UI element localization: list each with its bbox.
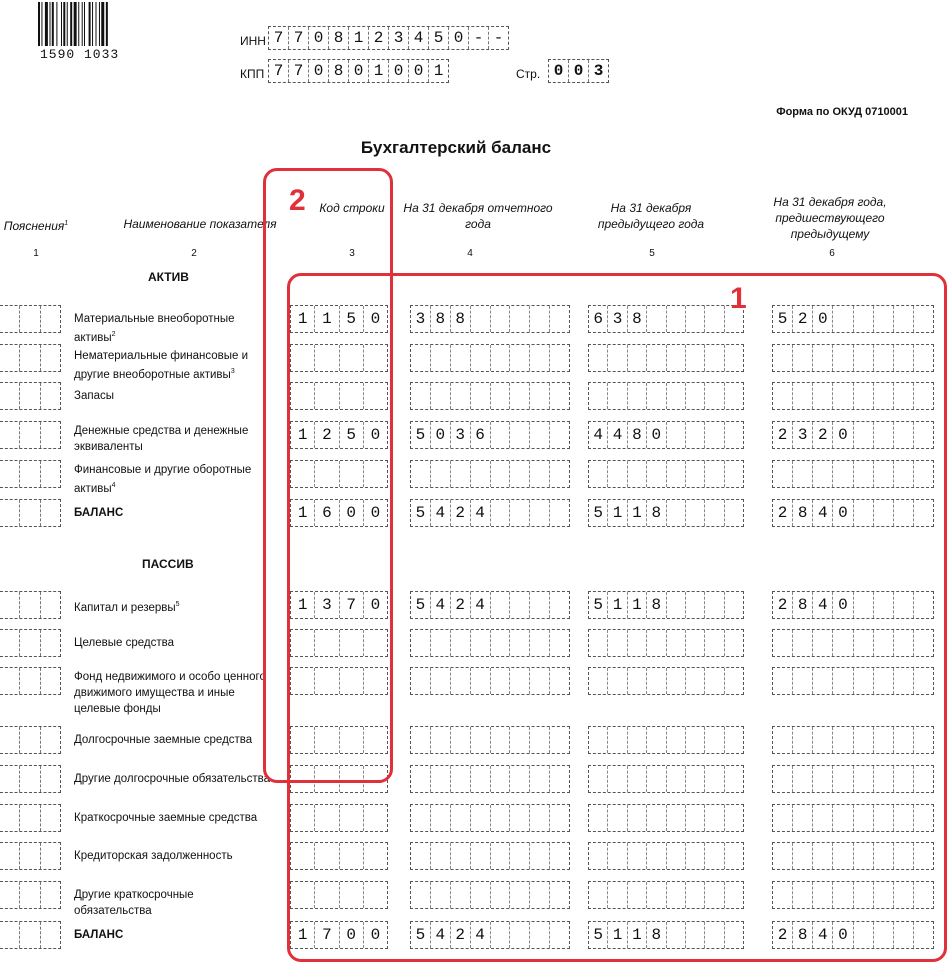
row-label — [74, 810, 274, 826]
notes-cell — [0, 727, 20, 753]
page-digit: 0 — [569, 60, 589, 82]
inn-digit: 0 — [449, 27, 469, 49]
barcode-bar — [84, 2, 85, 46]
digit-cell: 1 — [628, 922, 647, 948]
digit-cell: 6 — [589, 306, 608, 332]
col-num-5: 5 — [649, 248, 655, 259]
barcode-bar — [92, 2, 93, 46]
annotation-rect-2 — [263, 168, 393, 783]
barcode-bar — [52, 2, 54, 46]
notes-cell — [20, 592, 40, 618]
digit-cell: 4 — [431, 500, 451, 526]
digit-cell: 2 — [773, 422, 793, 448]
digit-cell: 1 — [291, 422, 315, 448]
digit-cell: 8 — [647, 500, 666, 526]
barcode-bar — [106, 2, 108, 46]
digit-cell: 1 — [608, 592, 627, 618]
form-okud-code: Форма по ОКУД 0710001 — [776, 106, 908, 118]
barcode-bar — [63, 2, 65, 46]
digit-cell: 0 — [833, 422, 853, 448]
digit-cell: 8 — [793, 500, 813, 526]
kpp-digit: 8 — [329, 60, 349, 82]
row-label-text: Капитал и резервы — [74, 601, 176, 614]
digit-cell: 2 — [773, 500, 793, 526]
digit-cell: 4 — [813, 500, 833, 526]
notes-cell — [41, 727, 60, 753]
barcode-bar — [82, 2, 83, 46]
barcode-bar — [56, 2, 57, 46]
row-label-text: Другие долгосрочные обязательства — [74, 773, 271, 785]
notes-cell — [41, 422, 60, 448]
digit-cell: 2 — [451, 592, 471, 618]
row-label — [74, 597, 274, 616]
digit-cell: 2 — [315, 422, 339, 448]
notes-field[interactable] — [0, 804, 61, 832]
barcode-bar — [38, 2, 40, 46]
page-number-field[interactable] — [548, 59, 609, 83]
notes-cell — [0, 422, 20, 448]
inn-digit: 8 — [329, 27, 349, 49]
digit-cell: 0 — [431, 422, 451, 448]
row-label-footnote: 3 — [230, 368, 235, 375]
notes-cell — [20, 630, 40, 656]
row-label-text: Запасы — [74, 390, 114, 402]
col-header-previous-year: На 31 декабря предыдущего года — [597, 201, 705, 231]
notes-field[interactable] — [0, 460, 61, 488]
row-label-text: Целевые средства — [74, 637, 174, 649]
digit-cell: 8 — [451, 306, 471, 332]
notes-field[interactable] — [0, 881, 61, 909]
inn-digit: - — [493, 29, 504, 47]
digit-cell: 5 — [411, 500, 431, 526]
digit-cell: 8 — [647, 592, 666, 618]
row-label-text: БАЛАНС — [74, 507, 124, 519]
inn-digit: - — [469, 27, 489, 49]
col-num-3: 3 — [349, 248, 355, 259]
digit-cell: 8 — [628, 306, 647, 332]
notes-cell — [0, 306, 20, 332]
notes-cell — [20, 461, 40, 487]
digit-cell: 2 — [773, 922, 793, 948]
notes-field[interactable] — [0, 499, 61, 527]
inn-digit: 5 — [429, 27, 449, 49]
annotation-number-1: 1 — [730, 282, 747, 315]
row-label — [74, 887, 274, 919]
digit-cell: 4 — [813, 592, 833, 618]
notes-cell — [0, 461, 20, 487]
row-label — [74, 423, 274, 455]
digit-cell: 3 — [411, 306, 431, 332]
row-label-text: Краткосрочные заемные средства — [74, 812, 258, 824]
digit-cell: 8 — [793, 592, 813, 618]
digit-cell: 4 — [431, 592, 451, 618]
notes-cell — [41, 882, 60, 908]
digit-cell: 0 — [370, 596, 381, 614]
digit-cell: 5 — [589, 592, 608, 618]
digit-cell: 0 — [833, 500, 853, 526]
kpp-digit: 0 — [389, 60, 409, 82]
digit-cell: 2 — [451, 922, 471, 948]
digit-cell: 1 — [291, 500, 315, 526]
row-label — [74, 635, 274, 651]
digit-cell: 3 — [451, 422, 471, 448]
row-label — [74, 311, 274, 346]
barcode-image — [38, 2, 150, 46]
digit-cell: 1 — [291, 922, 315, 948]
notes-cell — [41, 592, 60, 618]
digit-cell: 1 — [291, 306, 315, 332]
digit-cell: 7 — [340, 592, 364, 618]
digit-cell: 3 — [608, 306, 627, 332]
digit-cell: 4 — [813, 922, 833, 948]
digit-cell: 4 — [431, 922, 451, 948]
notes-cell — [20, 345, 40, 371]
digit-cell: 2 — [813, 422, 833, 448]
digit-cell: 0 — [370, 504, 381, 522]
digit-cell: 7 — [315, 922, 339, 948]
barcode-bar — [50, 2, 51, 46]
digit-cell: 0 — [340, 922, 364, 948]
digit-cell: 4 — [471, 500, 491, 526]
digit-cell: 5 — [589, 922, 608, 948]
digit-cell: 1 — [608, 500, 627, 526]
barcode-number: 1590 1033 — [40, 47, 120, 62]
kpp-digit: 1 — [433, 62, 444, 80]
notes-cell — [41, 345, 60, 371]
inn-digit: 1 — [349, 27, 369, 49]
row-label-text: Кредиторская задолженность — [74, 850, 233, 862]
notes-field[interactable] — [0, 344, 61, 372]
row-label — [74, 348, 274, 383]
digit-cell: 0 — [833, 922, 853, 948]
notes-cell — [41, 306, 60, 332]
digit-cell: 5 — [340, 422, 364, 448]
digit-cell: 3 — [793, 422, 813, 448]
notes-field[interactable] — [0, 726, 61, 754]
notes-cell — [0, 345, 20, 371]
notes-cell — [0, 922, 20, 948]
digit-cell: 5 — [773, 306, 793, 332]
row-label — [74, 927, 274, 943]
notes-cell — [0, 766, 20, 792]
notes-field[interactable] — [0, 842, 61, 870]
digit-cell: 0 — [370, 310, 381, 328]
kpp-digit: 7 — [289, 60, 309, 82]
kpp-digit: 7 — [269, 60, 289, 82]
kpp-digit: 0 — [349, 60, 369, 82]
notes-cell — [41, 383, 60, 409]
inn-field[interactable] — [268, 26, 509, 50]
notes-cell — [20, 668, 40, 694]
row-label-text: Другие краткосрочные обязательства — [74, 889, 194, 917]
kpp-label: КПП — [240, 67, 265, 81]
col-header-line-code: Код строки — [319, 201, 385, 215]
row-label-footnote: 2 — [111, 331, 116, 338]
digit-cell: 0 — [370, 426, 381, 444]
notes-cell — [20, 306, 40, 332]
notes-cell — [0, 592, 20, 618]
barcode-bar — [99, 2, 100, 46]
page-title: Бухгалтерский баланс — [360, 138, 552, 157]
digit-cell: 4 — [589, 422, 608, 448]
kpp-digit: 1 — [369, 60, 389, 82]
notes-cell — [41, 500, 60, 526]
kpp-digit: 0 — [309, 60, 329, 82]
digit-cell: 2 — [793, 306, 813, 332]
row-label-text: БАЛАНС — [74, 929, 124, 941]
col-header-current-year: На 31 декабря отчетного года — [403, 201, 553, 231]
notes-cell — [0, 668, 20, 694]
notes-cell — [20, 843, 40, 869]
digit-cell: 5 — [589, 500, 608, 526]
page-label: Стр. — [516, 67, 541, 81]
inn-digit: 0 — [309, 27, 329, 49]
digit-cell: 4 — [471, 922, 491, 948]
col-num-1: 1 — [33, 248, 39, 259]
notes-cell — [0, 805, 20, 831]
inn-digit: 3 — [389, 27, 409, 49]
digit-cell: 1 — [628, 592, 647, 618]
digit-cell: 1 — [628, 500, 647, 526]
barcode-bar — [96, 2, 97, 46]
col-num-6: 6 — [829, 248, 835, 259]
digit-cell: 0 — [370, 926, 381, 944]
row-label-footnote: 4 — [111, 482, 116, 489]
row-label — [74, 462, 274, 497]
section-assets: АКТИВ — [148, 270, 189, 284]
notes-cell — [20, 422, 40, 448]
digit-cell: 0 — [813, 306, 833, 332]
row-label — [74, 771, 274, 787]
notes-cell — [0, 843, 20, 869]
row-label — [74, 669, 284, 717]
digit-cell: 1 — [608, 922, 627, 948]
digit-cell: 8 — [793, 922, 813, 948]
digit-cell: 8 — [431, 306, 451, 332]
digit-cell: 5 — [340, 306, 364, 332]
notes-cell — [41, 461, 60, 487]
row-label-footnote: 5 — [175, 601, 180, 608]
notes-field[interactable] — [0, 629, 61, 657]
digit-cell: 8 — [628, 422, 647, 448]
section-liabilities: ПАССИВ — [142, 557, 194, 571]
notes-field[interactable] — [0, 591, 61, 619]
digit-cell: 0 — [833, 592, 853, 618]
digit-cell: 3 — [315, 592, 339, 618]
notes-field[interactable] — [0, 305, 61, 333]
annotation-number-2: 2 — [289, 184, 306, 217]
digit-cell: 2 — [451, 500, 471, 526]
barcode-bar — [70, 2, 72, 46]
notes-cell — [20, 383, 40, 409]
digit-cell: 2 — [773, 592, 793, 618]
col-header-year-before-previous: На 31 декабря года, предшествующего предыдущему — [773, 195, 887, 241]
notes-cell — [20, 766, 40, 792]
row-label — [74, 732, 274, 748]
notes-cell — [20, 805, 40, 831]
barcode-bar — [41, 2, 42, 46]
inn-label: ИНН — [240, 34, 266, 48]
notes-cell — [0, 383, 20, 409]
barcode-bar — [101, 2, 104, 46]
notes-cell — [20, 922, 40, 948]
notes-field[interactable] — [0, 921, 61, 949]
barcode-bar — [67, 2, 68, 46]
row-label-text: Долгосрочные заемные средства — [74, 734, 253, 746]
inn-digit: 2 — [369, 27, 389, 49]
digit-cell: 4 — [608, 422, 627, 448]
row-label — [74, 505, 274, 521]
inn-digit: 7 — [269, 27, 289, 49]
barcode-bar — [45, 2, 48, 46]
notes-cell — [41, 766, 60, 792]
digit-cell: 4 — [471, 592, 491, 618]
digit-cell: 6 — [315, 500, 339, 526]
row-label-text: Денежные средства и денежные эквиваленты — [74, 425, 249, 453]
digit-cell: 1 — [291, 592, 315, 618]
digit-cell: 8 — [647, 922, 666, 948]
barcode-bar — [89, 2, 91, 46]
kpp-digit: 0 — [409, 60, 429, 82]
notes-cell — [20, 727, 40, 753]
notes-cell — [20, 500, 40, 526]
col-num-4: 4 — [467, 248, 473, 259]
digit-cell: 5 — [411, 422, 431, 448]
row-label — [74, 848, 274, 864]
digit-cell: 1 — [315, 306, 339, 332]
notes-cell — [41, 630, 60, 656]
notes-cell — [41, 922, 60, 948]
barcode-bar — [74, 2, 77, 46]
digit-cell: 6 — [471, 422, 491, 448]
col-header-notes: Пояснения$^1$ — [3, 219, 69, 233]
digit-cell: 5 — [411, 922, 431, 948]
col-num-2: 2 — [191, 248, 197, 259]
notes-field[interactable] — [0, 667, 61, 695]
kpp-field[interactable] — [268, 59, 449, 83]
notes-cell — [20, 882, 40, 908]
row-label-text: Нематериальные финансовые и другие внеоборотные активы — [74, 350, 249, 381]
notes-cell — [41, 805, 60, 831]
inn-digit: 7 — [289, 27, 309, 49]
notes-cell — [0, 882, 20, 908]
barcode-bar — [78, 2, 79, 46]
digit-cell: 0 — [340, 500, 364, 526]
notes-field[interactable] — [0, 765, 61, 793]
inn-digit: 4 — [409, 27, 429, 49]
notes-cell — [41, 843, 60, 869]
row-label-text: Финансовые и другие оборотные активы — [74, 464, 252, 495]
notes-cell — [0, 630, 20, 656]
row-label-text: Материальные внеоборотные активы — [74, 313, 235, 344]
notes-field[interactable] — [0, 421, 61, 449]
col-header-indicator: Наименование показателя — [123, 217, 277, 231]
barcode-bar — [61, 2, 62, 46]
row-label-text: Фонд недвижимого и особо ценного движимого имущества и иные целевые фонды — [74, 671, 266, 715]
digit-cell: 0 — [647, 422, 666, 448]
notes-cell — [0, 500, 20, 526]
page-digit: 0 — [549, 60, 569, 82]
notes-cell — [41, 668, 60, 694]
page-digit: 3 — [593, 62, 604, 80]
notes-field[interactable] — [0, 382, 61, 410]
row-label — [74, 388, 274, 404]
digit-cell: 5 — [411, 592, 431, 618]
